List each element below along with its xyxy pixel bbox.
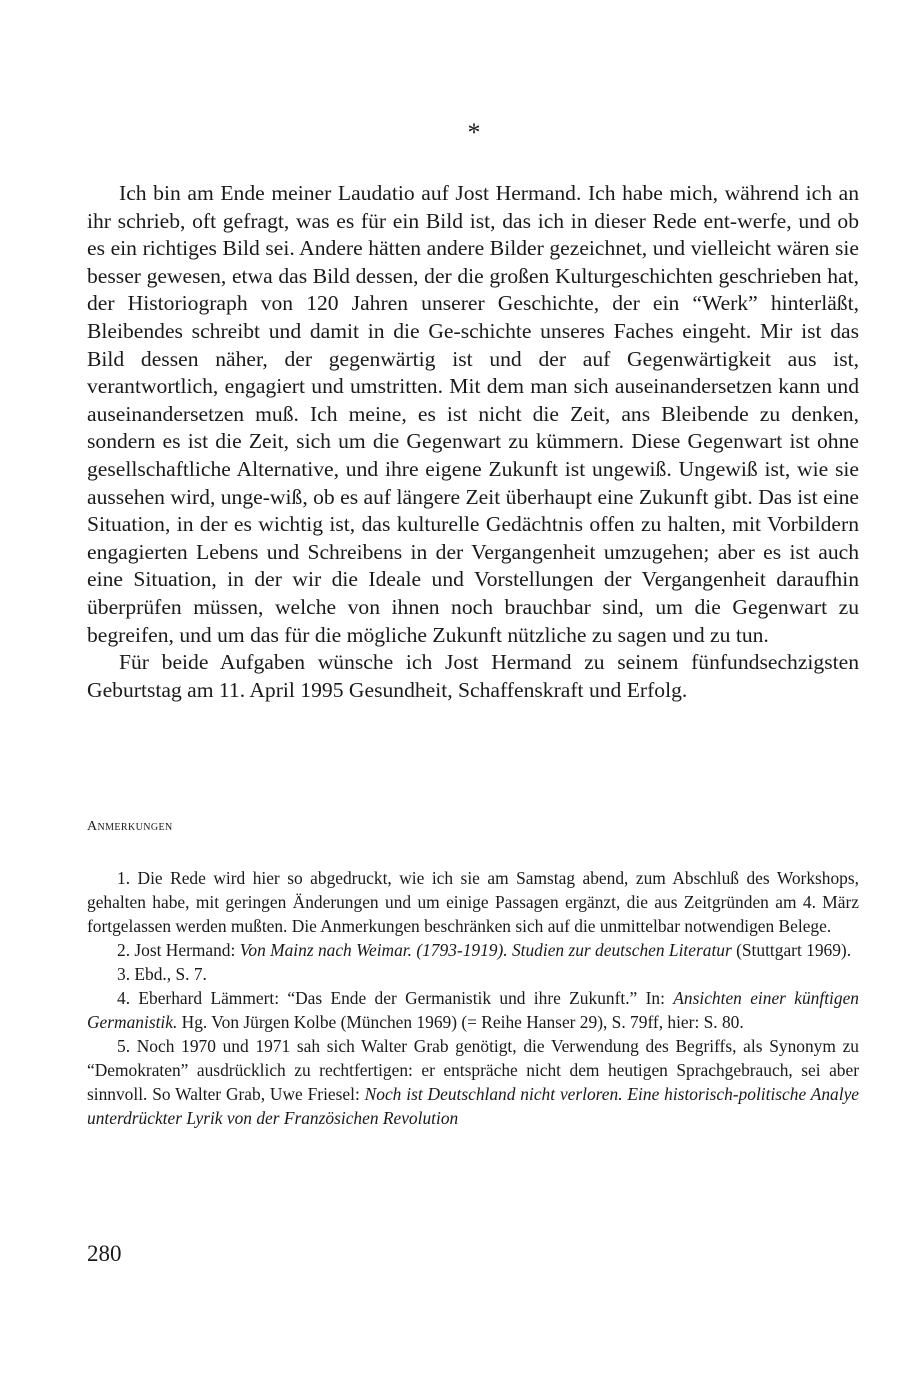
section-separator: * — [467, 118, 481, 147]
note-1: 1. Die Rede wird hier so abgedruckt, wie ich sie am Samstag abend, zum Abschluß des Workshops, gehalten habe, mit geringen Änderungen und um einige Passagen ergänzt, die aus Zeitgründen am 4. März fortgelassen werden mußten. Die Anmerkungen beschränken sich auf die unmittelbar notwendigen Belege. — [87, 868, 859, 936]
note-2-prefix: 2. Jost Hermand: — [117, 940, 240, 960]
note-4-suffix: Hg. Von Jürgen Kolbe (München 1969) (= Reihe Hanser 29), S. 79ff, hier: S. 80. — [177, 1012, 744, 1032]
note-5-title: Noch ist Deutschland nicht verloren. Eine historisch-politische Analye unterdrückter Lyrik von der Französichen Revolution — [87, 1084, 860, 1128]
notes-heading: Anmerkungen — [87, 819, 173, 834]
page-number: 280 — [87, 1241, 122, 1266]
note-2-suffix: (Stuttgart 1969). — [731, 940, 852, 960]
note-2-title: Von Mainz nach Weimar. (1793-1919). Studien zur deutschen Literatur — [239, 940, 732, 960]
body-paragraph-2: Für beide Aufgaben wünsche ich Jost Hermand zu seinem fünfundsechzigsten Geburtstag am 11. April 1995 Gesundheit, Schaffenskraft und Erfolg. — [87, 650, 859, 702]
note-4-prefix: 4. Eberhard Lämmert: “Das Ende der Germanistik und ihre Zukunft.” In: — [117, 988, 674, 1008]
note-4 — [87, 986, 859, 1034]
note-2 — [87, 938, 859, 962]
note-4-title: Ansichten einer künftigen Germanistik. — [87, 988, 859, 1032]
body-paragraph-1: Ich bin am Ende meiner Laudatio auf Jost Hermand. Ich habe mich, während ich an ihr schrieb, oft gefragt, was es für ein Bild ist, das ich in dieser Rede ent-werfe, und ob es ein richtiges Bild sei. Andere hätten andere Bilder gezeichnet, und vielleicht wären sie besser gewesen, etwa das Bild dessen, der die großen Kulturgeschichten geschrieben hat, der Historiograph von 120 Jahren unserer Geschichte, der ein “Werk” hinterläßt, Bleibendes schreibt und damit in die Ge-schichte unseres Faches eingeht. Mir ist das Bild dessen näher, der gegenwärtig ist und der auf Gegenwärtigkeit aus ist, verantwortlich, engagiert und umstritten. Mit dem man sich auseinandersetzen kann und auseinandersetzen muß. Ich meine, es ist nicht die Zeit, ans Bleibende zu denken, sondern es ist die Zeit, sich um die Gegenwart zu kümmern. Diese Gegenwart ist ohne gesellschaftliche Alternative, und ihre eigene Zukunft ist ungewiß. Ungewiß ist, wie sie aussehen wird, unge-wiß, ob es auf längere Zeit überhaupt eine Zukunft gibt. Das ist eine Situation, in der es wichtig ist, das kulturelle Gedächtnis offen zu halten, mit Vorbildern engagierten Lebens und Schreibens in der Vergangenheit umzugehen; aber es ist auch eine Situation, in der wir die Ideale und Vorstellungen der Vergangenheit daraufhin überprüfen müssen, welche von ihnen noch brauchbar sind, um die Gegenwart zu begreifen, und um das für die mögliche Zukunft nützliche zu sagen und zu tun. — [87, 181, 859, 647]
note-5 — [87, 1034, 859, 1130]
body-text — [87, 180, 859, 704]
notes-list — [87, 866, 859, 1130]
note-3: 3. Ebd., S. 7. — [117, 964, 207, 984]
note-5-prefix: 5. Noch 1970 und 1971 sah sich Walter Grab genötigt, die Verwendung des Begriffs, als Synonym zu “Demokraten” ausdrücklich zu rechtfertigen: er entspräche nicht dem heutigen Sprachgebrauch, sei aber sinnvoll. So Walter Grab, Uwe Friesel: — [87, 1036, 859, 1104]
